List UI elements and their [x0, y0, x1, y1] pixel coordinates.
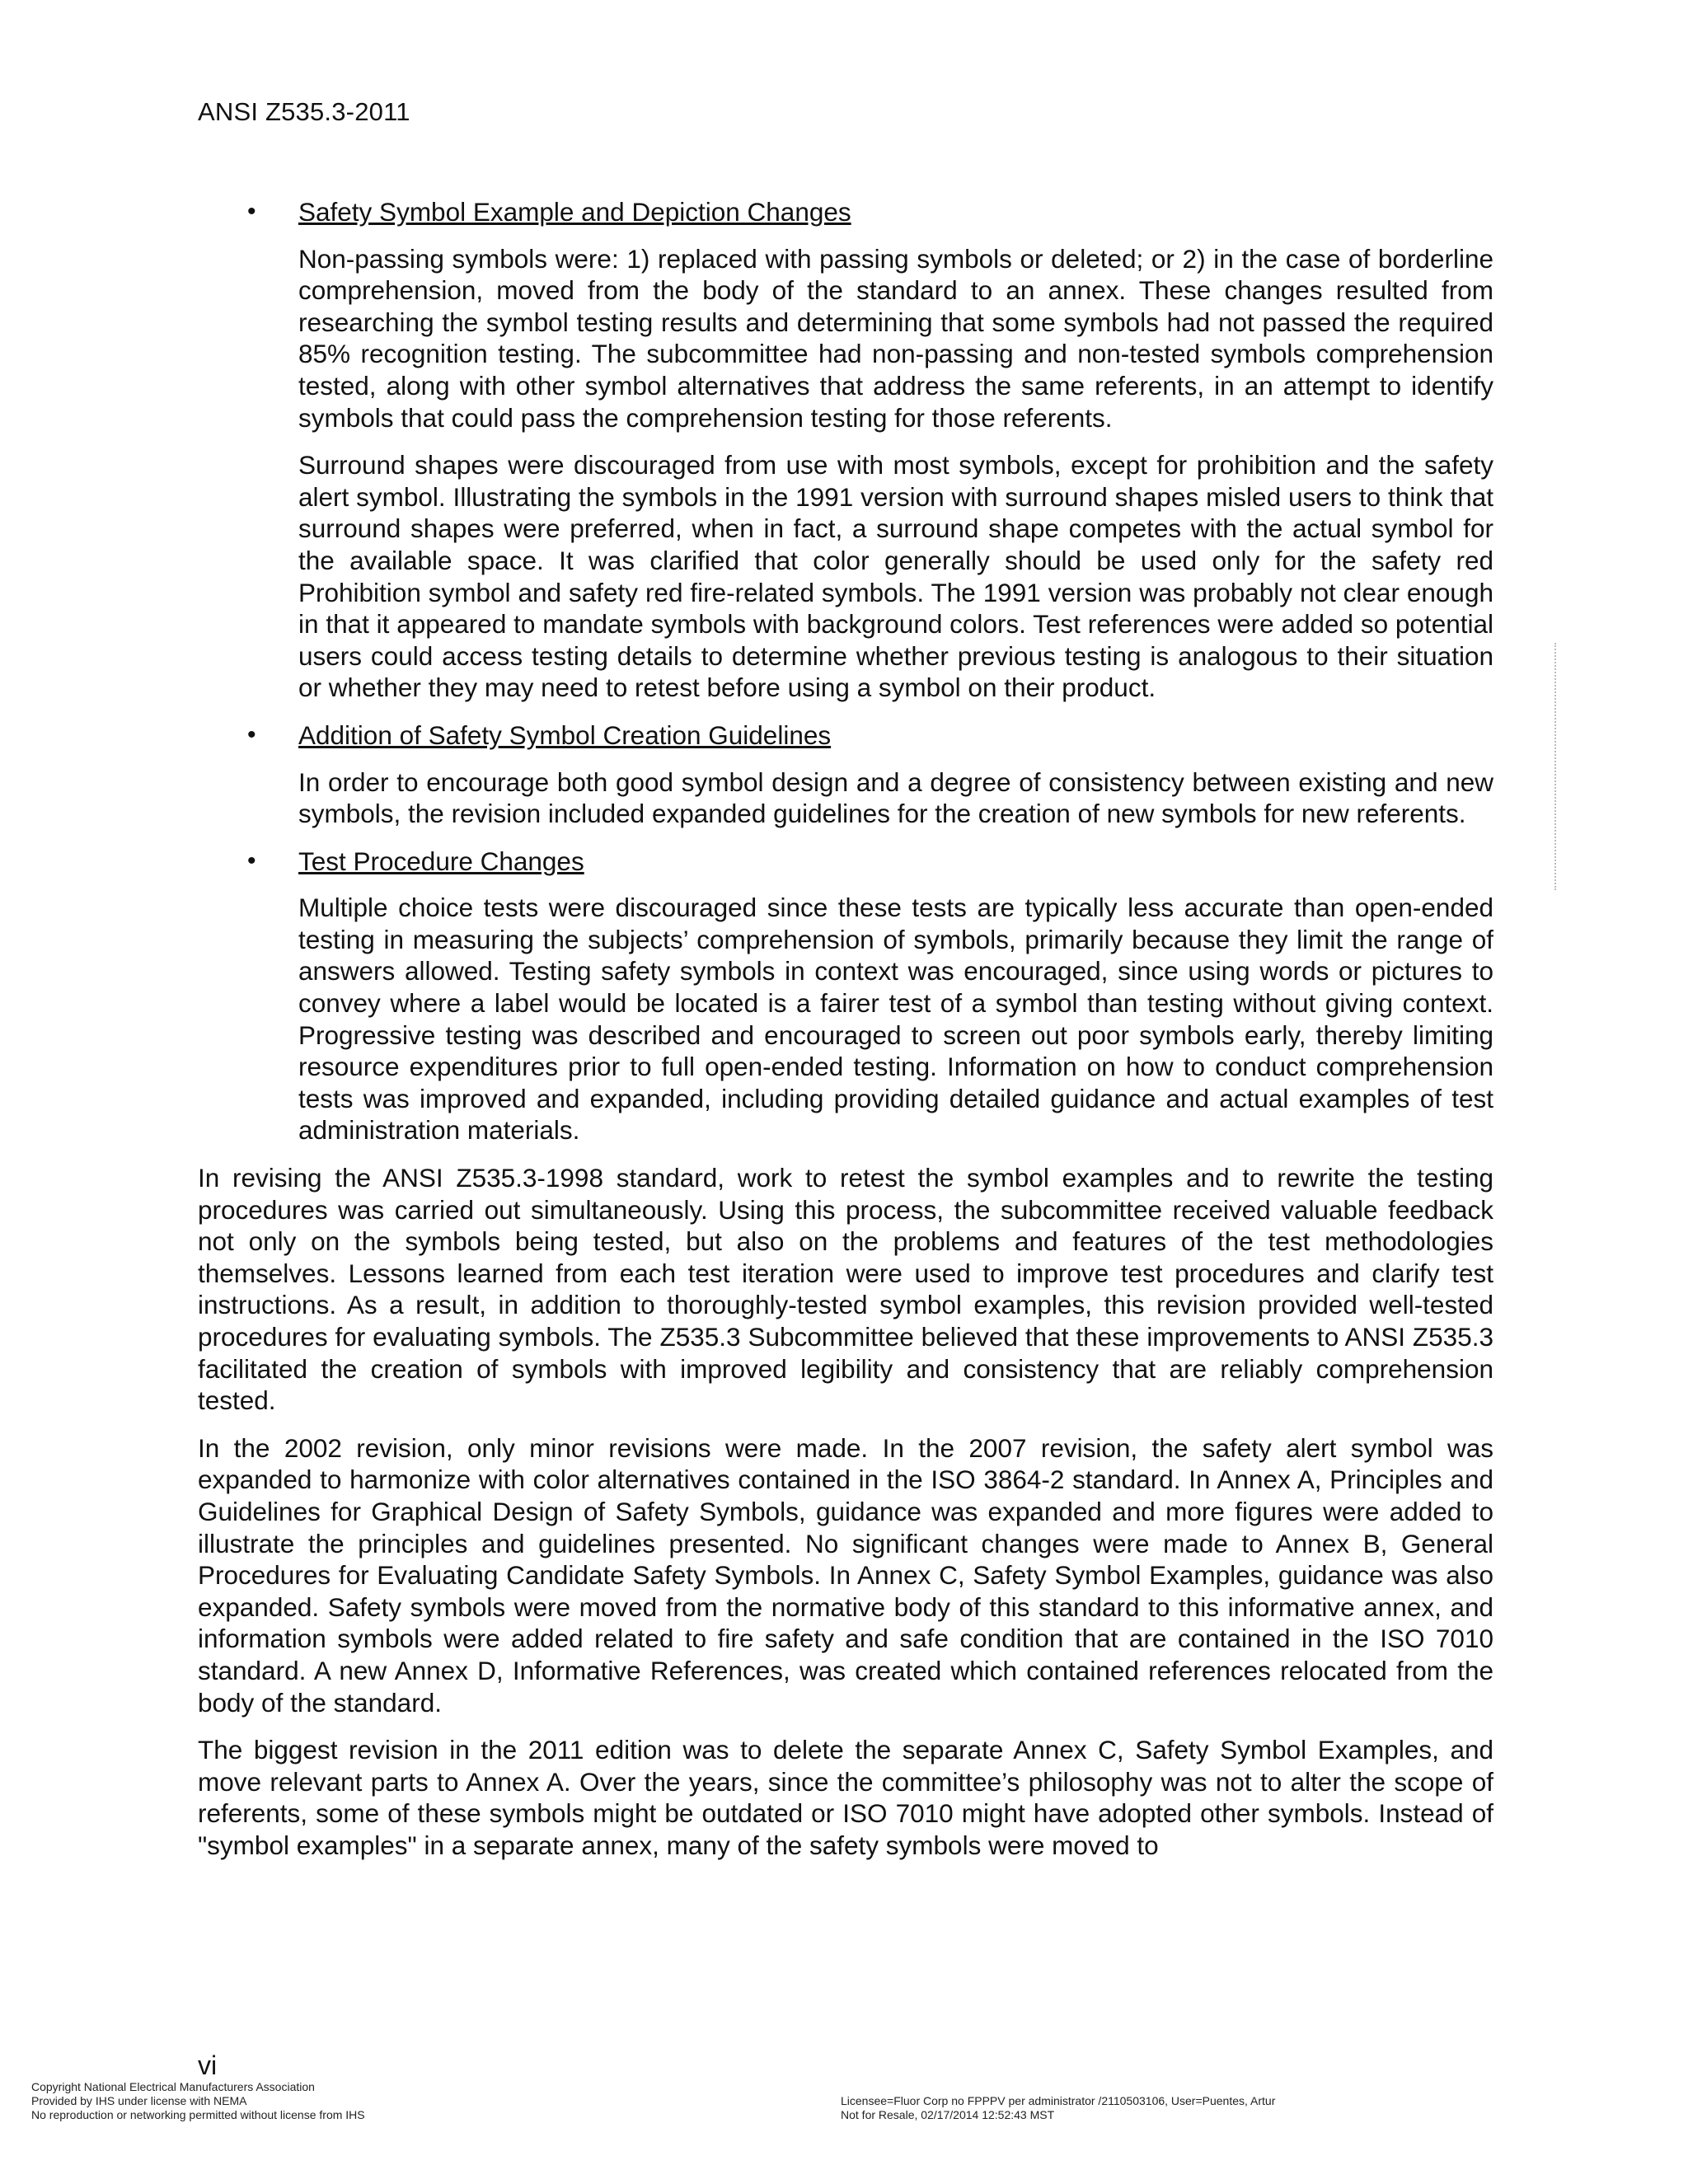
paragraph: In order to encourage both good symbol design and a degree of consistency between existing and new symbols, the revision included expanded guidelines for the creation of new symbols for new referents. [298, 766, 1493, 829]
page-number: vi [198, 2050, 218, 2080]
paragraph: In revising the ANSI Z535.3-1998 standard, work to retest the symbol examples and to rewrite the testing procedures was carried out simultaneously. Using this process, the subcommittee received valuable feedback not only on the symbols being tested, but also on the problems and features of the test methodologies themselves. Lessons learned from each test iteration were used to improve test procedures and clarify test instructions. As a result, in addition to thoroughly-tested symbol examples, this revision provided well-tested procedures for evaluating symbols. The Z535.3 Subcommittee believed that these improvements to ANSI Z535.3 facilitated the creation of symbols with improved legibility and consistency that are reliably comprehension tested. [198, 1163, 1493, 1416]
footer-copyright [31, 2080, 365, 2122]
footer-line: Provided by IHS under license with NEMA [31, 2094, 247, 2107]
paragraph: Surround shapes were discouraged from use with most symbols, except for prohibition and the safety alert symbol. Illustrating the symbols in the 1991 version with surround shapes misled users to think that surround shapes were preferred, when in fact, a surround shape competes with the actual symbol for the available space. It was clarified that color generally should be used only for the safety red Prohibition symbol and safety red fire-related symbols. The 1991 version was probably not clear enough in that it appeared to mandate symbols with background colors. Test references were added so potential users could access testing details to determine whether previous testing is analogous to their situation or whether they may need to retest before using a symbol on their product. [298, 450, 1493, 703]
page-header: ANSI Z535.3-2011 [198, 97, 410, 126]
bullet-section-creation-guidelines [198, 719, 1493, 830]
paragraph: The biggest revision in the 2011 edition was to delete the separate Annex C, Safety Symbol Examples, and move relevant parts to Annex A. Over the years, since the committee’s philosophy was not to alter the scope of referents, some of these symbols might be outdated or ISO 7010 might have adopted other symbols. Instead of "symbol examples" in a separate annex, many of the safety symbols were moved to [198, 1735, 1493, 1860]
footer-line: Copyright National Electrical Manufacturers Association [31, 2080, 315, 2093]
bullet-section-symbol-changes [198, 196, 1493, 704]
footer-license [841, 2094, 1275, 2122]
paragraph: In the 2002 revision, only minor revisions were made. In the 2007 revision, the safety alert symbol was expanded to harmonize with color alternatives contained in the ISO 3864-2 standard. In Annex A, Principles and Guidelines for Graphical Design of Safety Symbols, guidance was expanded and more figures were added to illustrate the principles and guidelines presented. No significant changes were made to Annex B, General Procedures for Evaluating Candidate Safety Symbols. In Annex C, Safety Symbol Examples, guidance was also expanded. Safety symbols were moved from the normative body of this standard to this informative annex, and information symbols were added related to fire safety and safe condition that are contained in the ISO 7010 standard. A new Annex D, Informative References, was created which contained references relocated from the body of the standard. [198, 1432, 1493, 1718]
bullet-icon: • [247, 198, 256, 225]
paragraph: Multiple choice tests were discouraged since these tests are typically less accurate than open-ended testing in measuring the subjects’ comprehension of symbols, primarily because they limit the range of answers allowed. Testing safety symbols in context was encouraged, since using words or pictures to convey where a label would be located is a fairer test of a symbol than testing without giving context. Progressive testing was described and encouraged to screen out poor symbols early, thereby limiting resource expenditures prior to full open-ended testing. Information on how to conduct comprehension tests was improved and expanded, including providing detailed guidance and actual examples of test administration materials. [298, 893, 1493, 1146]
bullet-icon: • [247, 846, 256, 874]
bullet-section-test-procedure [198, 846, 1493, 1146]
footer-line: Not for Resale, 02/17/2014 12:52:43 MST [841, 2108, 1055, 2121]
bullet-icon: • [247, 720, 256, 748]
paragraph: Non-passing symbols were: 1) replaced with passing symbols or deleted; or 2) in the case of borderline comprehension, moved from the body of the standard to an annex. These changes resulted from researching the symbol testing results and determining that some symbols had not passed the required 85% recognition testing. The subcommittee had non-passing and non-tested symbols comprehension tested, along with other symbol alternatives that address the same referents, in an attempt to identify symbols that could pass the comprehension testing for those referents. [298, 243, 1493, 433]
document-body [198, 196, 1493, 1877]
footer-line: Licensee=Fluor Corp no FPPPV per administrator /2110503106, User=Puentes, Artur [841, 2094, 1276, 2107]
bullet-title: Safety Symbol Example and Depiction Changes [298, 197, 851, 227]
bullet-title: Addition of Safety Symbol Creation Guidelines [298, 719, 832, 750]
footer-line: No reproduction or networking permitted without license from IHS [31, 2108, 365, 2121]
margin-watermark-mark [1554, 643, 1559, 890]
bullet-title: Test Procedure Changes [298, 846, 584, 876]
